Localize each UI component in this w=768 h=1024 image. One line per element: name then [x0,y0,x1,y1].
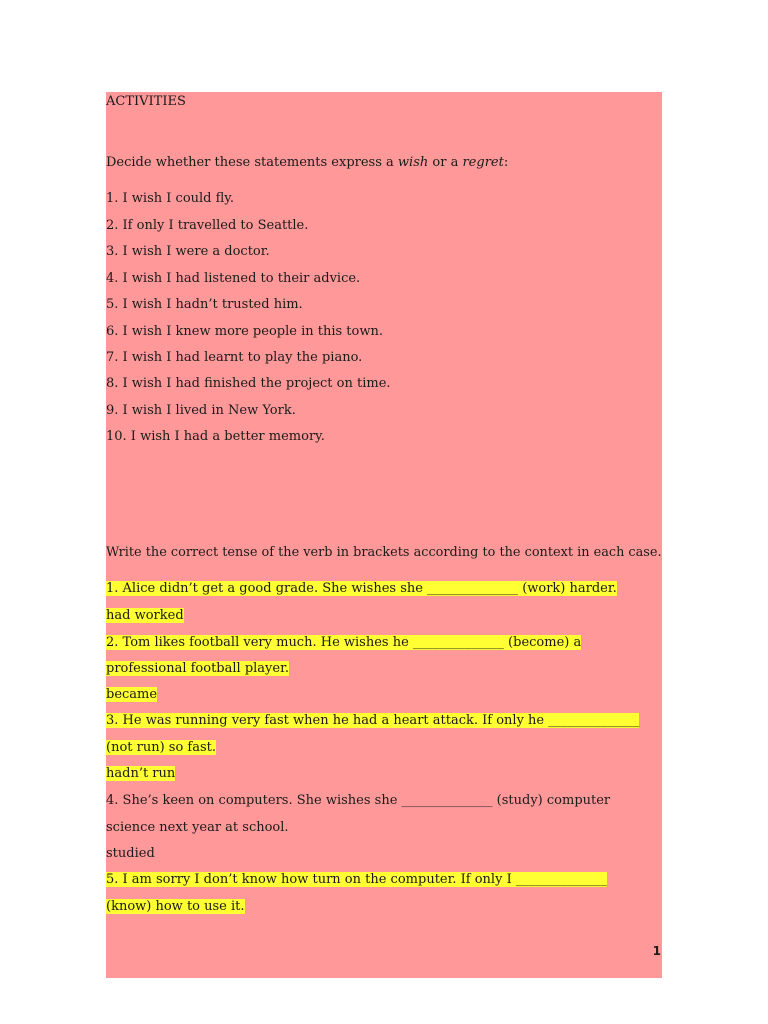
worksheet [106,92,662,978]
instruction-wish: wish [397,155,429,170]
instruction-suffix: : [503,155,509,170]
question-3-text: 3. He was running very fast when he had a heart attack. If only he ______________ [106,713,640,728]
instruction-prefix: Decide whether these statements express a [106,155,398,170]
question-2-text-cont: professional football player. [106,661,290,676]
question-3-cont [106,738,216,758]
list-item: 4. I wish I had listened to their advice. [106,271,361,286]
page-number: 1 [652,944,661,958]
instruction-or: or a [428,155,463,170]
question-2-text: 2. Tom likes football very much. He wishes he ______________ (become) a [106,635,582,650]
list-item: 9. I wish I lived in New York. [106,403,296,418]
answer-4: studied [106,846,155,861]
question-5-text: 5. I am sorry I don’t know how turn on the computer. If only I ______________ [106,872,607,887]
answer-2-text: became [106,687,158,702]
instruction-regret: regret [462,155,504,170]
question-3-text-cont: (not run) so fast. [106,740,217,755]
list-item: 1. I wish I could fly. [106,191,235,206]
answer-1-text: had worked [106,608,184,623]
question-4-cont: science next year at school. [106,820,289,835]
question-1-text: 1. Alice didn’t get a good grade. She wishes she ______________ (work) harder. [106,581,617,596]
answer-3-text: hadn’t run [106,766,176,781]
list-item: 6. I wish I knew more people in this town. [106,324,383,339]
list-item: 2. If only I travelled to Seattle. [106,218,309,233]
answer-2 [106,685,157,705]
question-5-text-cont: (know) how to use it. [106,899,245,914]
list-item: 3. I wish I were a doctor. [106,244,270,259]
list-item: 5. I wish I hadn’t trusted him. [106,297,303,312]
list-item: 8. I wish I had finished the project on time. [106,376,391,391]
heading: ACTIVITIES [106,94,186,109]
section1-instruction [106,153,508,173]
question-5-cont [106,897,245,917]
answer-1 [106,606,184,626]
question-5 [106,870,607,890]
question-3 [106,711,639,731]
question-1 [106,579,617,599]
list-item: 10. I wish I had a better memory. [106,429,325,444]
question-2-cont [106,659,289,679]
question-2 [106,633,581,653]
answer-3 [106,764,175,784]
section2-instruction: Write the correct tense of the verb in brackets according to the context in each case. [106,545,662,560]
question-4: 4. She’s keen on computers. She wishes she ______________ (study) computer [106,793,611,808]
list-item: 7. I wish I had learnt to play the piano. [106,350,363,365]
